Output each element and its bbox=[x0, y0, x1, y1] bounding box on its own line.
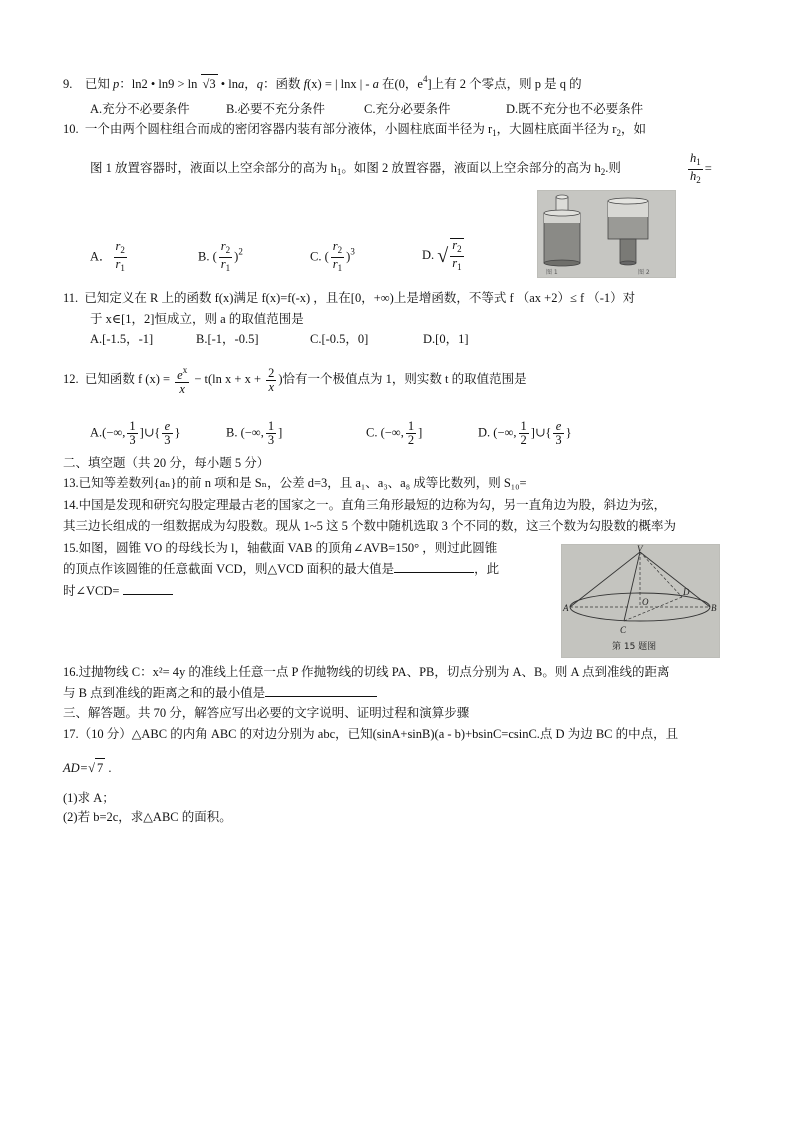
q10-option-d bbox=[422, 238, 466, 274]
q17-end: . bbox=[105, 761, 112, 775]
q10-sub-r1: 1 bbox=[492, 128, 497, 138]
q9-option-b: B.必要不充分条件 bbox=[226, 102, 325, 116]
q12-d-d2: 3 bbox=[555, 433, 562, 447]
q10-text-1: 一个由两个圆柱组合而成的密闭容器内装有部分液体，小圆柱底面半径为 r bbox=[84, 122, 493, 136]
q15-answer-blank-2[interactable] bbox=[123, 582, 173, 595]
q10-figure bbox=[537, 190, 676, 278]
q10-opt-d-label: D. bbox=[422, 247, 438, 262]
label-a: A bbox=[563, 603, 569, 613]
sqrt-sign: √ bbox=[437, 245, 449, 267]
q9-range: 在(0，e bbox=[378, 77, 423, 91]
q10-option-a bbox=[90, 240, 129, 275]
q10-opt-a-label: A． bbox=[90, 249, 112, 264]
q9-option-d: D.既不充分也不必要条件 bbox=[506, 102, 644, 116]
q12-option-c bbox=[366, 420, 422, 447]
q11-option-d: D.[0，1] bbox=[423, 332, 469, 346]
q12-b-text: (−∞, bbox=[240, 425, 264, 440]
q10-opt-a-frac: $\frac{r_2}{r_1}$ bbox=[115, 239, 125, 273]
q11-option-a: A.[-1.5，-1] bbox=[90, 332, 154, 346]
q12-a-label: A. bbox=[90, 425, 103, 440]
fig1-caption: 图 1 bbox=[546, 269, 558, 276]
q10-opt-b-exp: 2 bbox=[238, 246, 243, 257]
q12-x: x bbox=[179, 382, 185, 396]
q9-a: a bbox=[237, 77, 245, 91]
q9-q: q bbox=[256, 77, 263, 91]
q12-text-post: )恰有一个极值点为 1，则实数 t 的取值范围是 bbox=[278, 371, 527, 386]
q15-figure bbox=[561, 544, 720, 658]
q10-text-1c: ，如 bbox=[620, 122, 646, 136]
q13: 13.已知等差数列{aₙ}的前 n 项和是 Sₙ，公差 d=3，且 a₁、a₃、a₈ 成等比数列，则 S₁₀= bbox=[63, 476, 527, 490]
q12-b-n: 1 bbox=[267, 419, 275, 433]
q16-line2 bbox=[63, 684, 377, 702]
q10-opt-d-frac: $\frac{r_2}{r_1}$ bbox=[452, 238, 462, 272]
q10-text-2c: .则 bbox=[605, 161, 621, 175]
q12-b-frac bbox=[266, 420, 276, 447]
q15-line3 bbox=[63, 582, 173, 600]
q12-d-mid: ]∪{ bbox=[530, 425, 552, 440]
q12-option-a bbox=[90, 420, 181, 447]
q17-line2 bbox=[63, 758, 111, 777]
q17-part-2: (2)若 b=2c，求△ABC 的面积。 bbox=[63, 810, 232, 824]
sqrt-7-value: 7 bbox=[95, 758, 105, 777]
q9-tail: ]上有 2 个零点，则 p 是 q 的 bbox=[427, 77, 582, 91]
q12-frac-ex bbox=[175, 364, 189, 396]
q9-p: p bbox=[113, 77, 120, 91]
q12-d-n2: e bbox=[555, 419, 562, 433]
label-d: D bbox=[683, 587, 690, 597]
q9-option-c: C.充分必要条件 bbox=[364, 102, 451, 116]
q10-opt-b-label: B. bbox=[198, 249, 213, 264]
q12-d-n: 1 bbox=[520, 419, 527, 433]
q16-line1: 16.过抛物线 C：x²= 4y 的准线上任意一点 P 作抛物线的切线 PA、PB，切点分别为 A、B。则 A 点到准线的距离 bbox=[63, 665, 670, 679]
q9-number: 9. bbox=[63, 77, 73, 91]
q10-text-1b: ，大圆柱底面半径为 r bbox=[496, 122, 617, 136]
q10-line2 bbox=[90, 159, 621, 181]
q17-ad: AD= bbox=[63, 761, 89, 775]
q15-text-3: 时∠VCD= bbox=[63, 584, 120, 598]
q16-answer-blank[interactable] bbox=[265, 684, 377, 697]
q12-c-text: (−∞, bbox=[380, 425, 404, 440]
q12-option-d bbox=[478, 420, 572, 447]
q12-number: 12. bbox=[63, 371, 79, 386]
fig2-caption: 图 2 bbox=[638, 269, 650, 276]
q15-text-2b: ，此 bbox=[474, 562, 500, 576]
sqrt-3-value: 3 bbox=[209, 77, 216, 91]
q12-two: 2 bbox=[268, 365, 275, 380]
q11-option-b: B.[-1，-0.5] bbox=[196, 332, 259, 346]
q12-c-n: 1 bbox=[407, 419, 415, 433]
q15-answer-blank-1[interactable] bbox=[394, 560, 474, 573]
q12-text-mid: − t(ln x + x + bbox=[191, 371, 265, 386]
q10-ratio bbox=[686, 152, 712, 187]
q10-text-2b: 。如图 2 放置容器，液面以上空余部分的高为 h bbox=[341, 161, 601, 175]
q12-c-end: ] bbox=[418, 425, 423, 440]
q17-part-1: (1)求 A； bbox=[63, 791, 115, 805]
q10-line1 bbox=[63, 120, 646, 142]
q12-stem bbox=[63, 364, 527, 396]
q12-d-label: D. bbox=[478, 425, 494, 440]
label-v: V bbox=[637, 545, 643, 554]
q10-sub-h1: 1 bbox=[336, 167, 342, 177]
q9-mid: • ln bbox=[217, 77, 238, 91]
q12-d-d: 2 bbox=[520, 433, 527, 447]
q11-text-1: 已知定义在 R 上的函数 f(x)满足 f(x)=f(-x) ，且在[0，+∞)上是增函数，不等式 f （ax +2）≤ f （-1）对 bbox=[84, 291, 636, 305]
q12-frac-2x bbox=[266, 367, 276, 394]
q10-sub-r2: 2 bbox=[616, 128, 621, 138]
sqrt-3: √3 bbox=[201, 74, 218, 93]
q15-line1: 15.如图，圆锥 VO 的母线长为 l，轴截面 VAB 的顶角∠AVB=150° ，则过此圆锥 bbox=[63, 541, 498, 555]
q12-text-pre: 已知函数 f (x) = bbox=[84, 371, 174, 386]
label-o: O bbox=[642, 597, 649, 607]
q16-text-2: 与 B 点到准线的距离之和的最小值是 bbox=[63, 686, 266, 700]
q10-opt-c-exp: 3 bbox=[350, 246, 355, 257]
q12-a-n: 1 bbox=[129, 419, 136, 433]
q12-a-frac2 bbox=[162, 420, 172, 447]
q17-line1: 17.（10 分）△ABC 的内角 ABC 的对边分别为 abc，已知(sinA+sinB)(a - b)+bsinC=csinC.点 D 为边 BC 的中点，且 bbox=[63, 727, 679, 741]
q15-text-2: 的顶点作该圆锥的任意截面 VCD，则△VCD 面积的最大值是 bbox=[63, 562, 395, 576]
q10-option-b: B. ( $\frac{r_2}{r_1}$ )$^2$ bbox=[198, 239, 243, 273]
q12-b-label: B. bbox=[226, 425, 241, 440]
label-c: C bbox=[620, 625, 627, 635]
q9-option-a: A.充分不必要条件 bbox=[90, 102, 190, 116]
q10-number: 10. bbox=[63, 122, 79, 136]
q11-number: 11. bbox=[63, 291, 79, 305]
q10-eq: = bbox=[704, 161, 712, 176]
q12-a-mid: ]∪{ bbox=[139, 425, 161, 440]
q12-d-text: (−∞, bbox=[493, 425, 517, 440]
q12-d-end: } bbox=[565, 425, 572, 440]
q12-a-frac bbox=[127, 420, 137, 447]
q10-opt-b-frac: $\frac{r_2}{r_1}$ bbox=[220, 239, 231, 273]
q10-text-2: 图 1 放置容器时，液面以上空余部分的高为 h bbox=[90, 161, 337, 175]
q12-d-frac bbox=[519, 420, 529, 447]
q12-c-label: C. bbox=[366, 425, 381, 440]
q12-e-sup: x bbox=[182, 365, 188, 375]
q12-c-frac bbox=[406, 420, 416, 447]
q9-stem bbox=[63, 70, 582, 93]
q12-c-d: 2 bbox=[407, 433, 415, 447]
q15-line2 bbox=[63, 560, 499, 578]
q9-f-arg: (x) = | lnx | - bbox=[307, 77, 373, 91]
q9-sep: ， bbox=[244, 77, 257, 91]
q10-option-c: C. ( $\frac{r_2}{r_1}$ )$^3$ bbox=[310, 239, 355, 273]
q9-f: f bbox=[303, 77, 308, 91]
q10-opt-c-frac: $\frac{r_2}{r_1}$ bbox=[332, 239, 343, 273]
q11-line2: 于 x∈[1，2]恒成立，则 a 的取值范围是 bbox=[90, 312, 304, 326]
q14-line1: 14.中国是发现和研究勾股定理最古老的国家之一。直角三角形最短的边称为勾，另一直角边为股，斜边为弦， bbox=[63, 498, 667, 512]
label-b: B bbox=[711, 603, 717, 613]
q12-b-d: 3 bbox=[267, 433, 275, 447]
q12-e: e bbox=[177, 368, 183, 382]
q9-p-text: ：ln2 • ln9 > ln bbox=[119, 77, 201, 91]
q9-a2: a bbox=[372, 77, 379, 91]
sqrt-7: √ 7 bbox=[88, 761, 105, 775]
q12-a-d: 3 bbox=[129, 433, 136, 447]
q14-line2: 其三边长组成的一组数据成为勾股数。现从 1~5 这 5 个数中随机选取 3 个不同的数，这三个数为勾股数的概率为 bbox=[63, 519, 677, 533]
q9-range-sup: 4 bbox=[422, 74, 428, 84]
q12-a-d2: 3 bbox=[164, 433, 171, 447]
q12-a-text: (−∞, bbox=[102, 425, 126, 440]
q12-b-end: ] bbox=[278, 425, 283, 440]
section-3-heading: 三、解答题。共 70 分，解答应写出必要的文字说明、证明过程和演算步骤 bbox=[63, 706, 470, 720]
q12-a-n2: e bbox=[164, 419, 171, 433]
q11-line1 bbox=[63, 289, 635, 307]
cylinders-illustration bbox=[538, 191, 675, 277]
h1-over-h2: $\frac{h_1}{h_2}$ bbox=[690, 151, 701, 185]
cone-diagram bbox=[562, 545, 719, 657]
q9-q-text: ：函数 bbox=[263, 77, 304, 91]
q9-text: 已知 bbox=[84, 77, 114, 91]
section-2-heading: 二、填空题（共 20 分，每小题 5 分） bbox=[63, 456, 270, 470]
q12-x2: x bbox=[268, 379, 275, 394]
q12-d-frac2 bbox=[553, 420, 563, 447]
q10-opt-c-label: C. bbox=[310, 249, 325, 264]
q15-figure-caption: 第 15 题图 bbox=[612, 642, 657, 652]
q12-option-b bbox=[226, 420, 282, 447]
q10-sub-h2: 2 bbox=[600, 167, 606, 177]
q11-option-c: C.[-0.5，0] bbox=[310, 332, 369, 346]
q12-a-end: } bbox=[174, 425, 181, 440]
